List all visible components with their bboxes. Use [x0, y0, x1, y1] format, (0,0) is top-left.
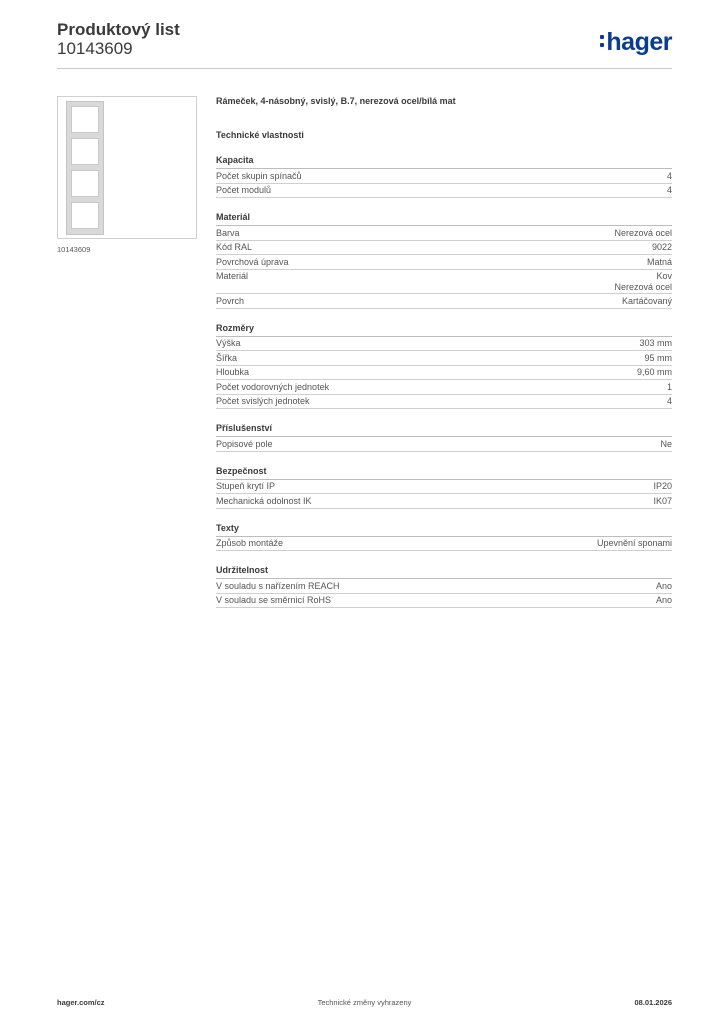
product-image — [57, 96, 197, 239]
property-group — [216, 212, 672, 309]
property-row — [216, 184, 672, 199]
property-value — [614, 228, 672, 240]
property-value-line: Ne — [660, 438, 672, 449]
footer-website: hager.com/cz — [57, 998, 105, 1007]
property-name: Stupeň krytí IP — [216, 481, 276, 491]
group-title: Texty — [216, 523, 672, 537]
property-value — [667, 185, 672, 197]
property-group — [216, 155, 672, 198]
logo-dots-icon — [600, 33, 604, 49]
frame-slot — [71, 106, 99, 133]
property-value-line: IP20 — [653, 481, 672, 491]
footer-date: 08.01.2026 — [634, 998, 672, 1007]
property-group — [216, 423, 672, 452]
property-row — [216, 594, 672, 609]
header-divider — [57, 68, 672, 69]
property-value-line: 9,60 mm — [636, 367, 672, 377]
property-value — [637, 367, 672, 379]
property-name: V souladu s nařízením REACH — [216, 580, 340, 591]
property-row — [216, 395, 672, 410]
property-row — [216, 537, 672, 552]
property-group — [216, 565, 672, 608]
property-name: Kód RAL — [216, 242, 253, 252]
product-description: Rámeček, 4-násobný, svislý, B.7, nerezová ocel/bílá mat — [216, 96, 456, 106]
property-value — [614, 271, 672, 293]
property-value — [660, 439, 672, 451]
frame-slot — [71, 202, 99, 229]
property-group — [216, 523, 672, 552]
property-value-line: Ano — [655, 580, 672, 591]
property-row — [216, 270, 672, 295]
property-value-line: 303 mm — [639, 338, 672, 348]
property-name: Povrch — [216, 295, 245, 306]
property-value-line: Kartáčovaný — [621, 295, 672, 306]
property-value — [652, 242, 672, 254]
group-title: Bezpečnost — [216, 466, 672, 480]
property-value — [644, 353, 672, 365]
property-row — [216, 294, 672, 309]
property-row — [216, 226, 672, 241]
page-header — [57, 20, 672, 68]
property-value — [653, 496, 672, 508]
group-title: Příslušenství — [216, 423, 672, 437]
frame-slot — [71, 170, 99, 197]
property-groups — [216, 155, 672, 608]
property-value-line: 4 — [666, 185, 672, 195]
property-value — [667, 382, 672, 394]
property-value — [656, 595, 672, 607]
property-value-line: 1 — [666, 381, 672, 392]
property-value-line: 4 — [666, 170, 672, 181]
property-row — [216, 494, 672, 509]
property-value-line: 95 mm — [644, 352, 672, 363]
property-group — [216, 466, 672, 509]
document-title: Produktový list — [57, 20, 180, 39]
property-value — [653, 481, 672, 493]
group-title: Rozměry — [216, 323, 672, 337]
document-number: 10143609 — [57, 39, 133, 58]
property-value — [622, 296, 672, 308]
group-title: Udržitelnost — [216, 565, 672, 579]
property-name: Popisové pole — [216, 438, 273, 449]
property-name: Šířka — [216, 352, 238, 363]
property-value-line: 4 — [666, 396, 672, 406]
property-row — [216, 255, 672, 270]
product-details — [216, 96, 672, 608]
footer-disclaimer: Technické změny vyhrazeny — [317, 998, 412, 1007]
hager-logo — [600, 28, 672, 56]
property-value-line: Kov — [656, 271, 672, 281]
property-value-line: 9022 — [651, 242, 672, 252]
property-value — [639, 338, 672, 350]
property-name: Barva — [216, 227, 240, 238]
property-name: Výška — [216, 338, 241, 348]
property-value-line: Nerezová ocel — [614, 227, 672, 238]
property-row — [216, 480, 672, 495]
group-title: Kapacita — [216, 155, 672, 169]
group-title: Materiál — [216, 212, 672, 226]
property-row — [216, 337, 672, 352]
frame-illustration — [66, 101, 104, 235]
property-value — [647, 257, 672, 269]
property-value — [667, 171, 672, 183]
property-value — [667, 396, 672, 408]
property-row — [216, 351, 672, 366]
logo-text: hager — [606, 28, 672, 56]
property-name: Počet vodorovných jednotek — [216, 381, 330, 392]
property-value-line: IK07 — [653, 495, 672, 506]
property-name: Mechanická odolnost IK — [216, 495, 312, 506]
property-group — [216, 323, 672, 410]
property-row — [216, 366, 672, 381]
property-name: Počet modulů — [216, 185, 272, 195]
property-row — [216, 380, 672, 395]
property-name: Povrchová úprava — [216, 256, 289, 267]
property-name: Počet svislých jednotek — [216, 396, 310, 406]
property-value-line: Upevnění sponami — [596, 538, 672, 548]
property-name: V souladu se směrnicí RoHS — [216, 595, 332, 605]
property-row — [216, 169, 672, 184]
property-name: Materiál — [216, 271, 249, 281]
property-value — [656, 581, 672, 593]
frame-slot — [71, 138, 99, 165]
property-value-line: Ano — [655, 595, 672, 605]
property-name: Počet skupin spínačů — [216, 170, 302, 181]
property-value-line: Nerezová ocel — [614, 282, 672, 292]
property-row — [216, 241, 672, 256]
property-row — [216, 579, 672, 594]
property-name: Způsob montáže — [216, 538, 284, 548]
property-value — [597, 538, 672, 550]
section-label-technical: Technické vlastnosti — [216, 130, 304, 140]
property-name: Hloubka — [216, 367, 250, 377]
image-caption: 10143609 — [57, 245, 91, 254]
property-row — [216, 437, 672, 452]
property-value-line: Matná — [646, 256, 672, 267]
